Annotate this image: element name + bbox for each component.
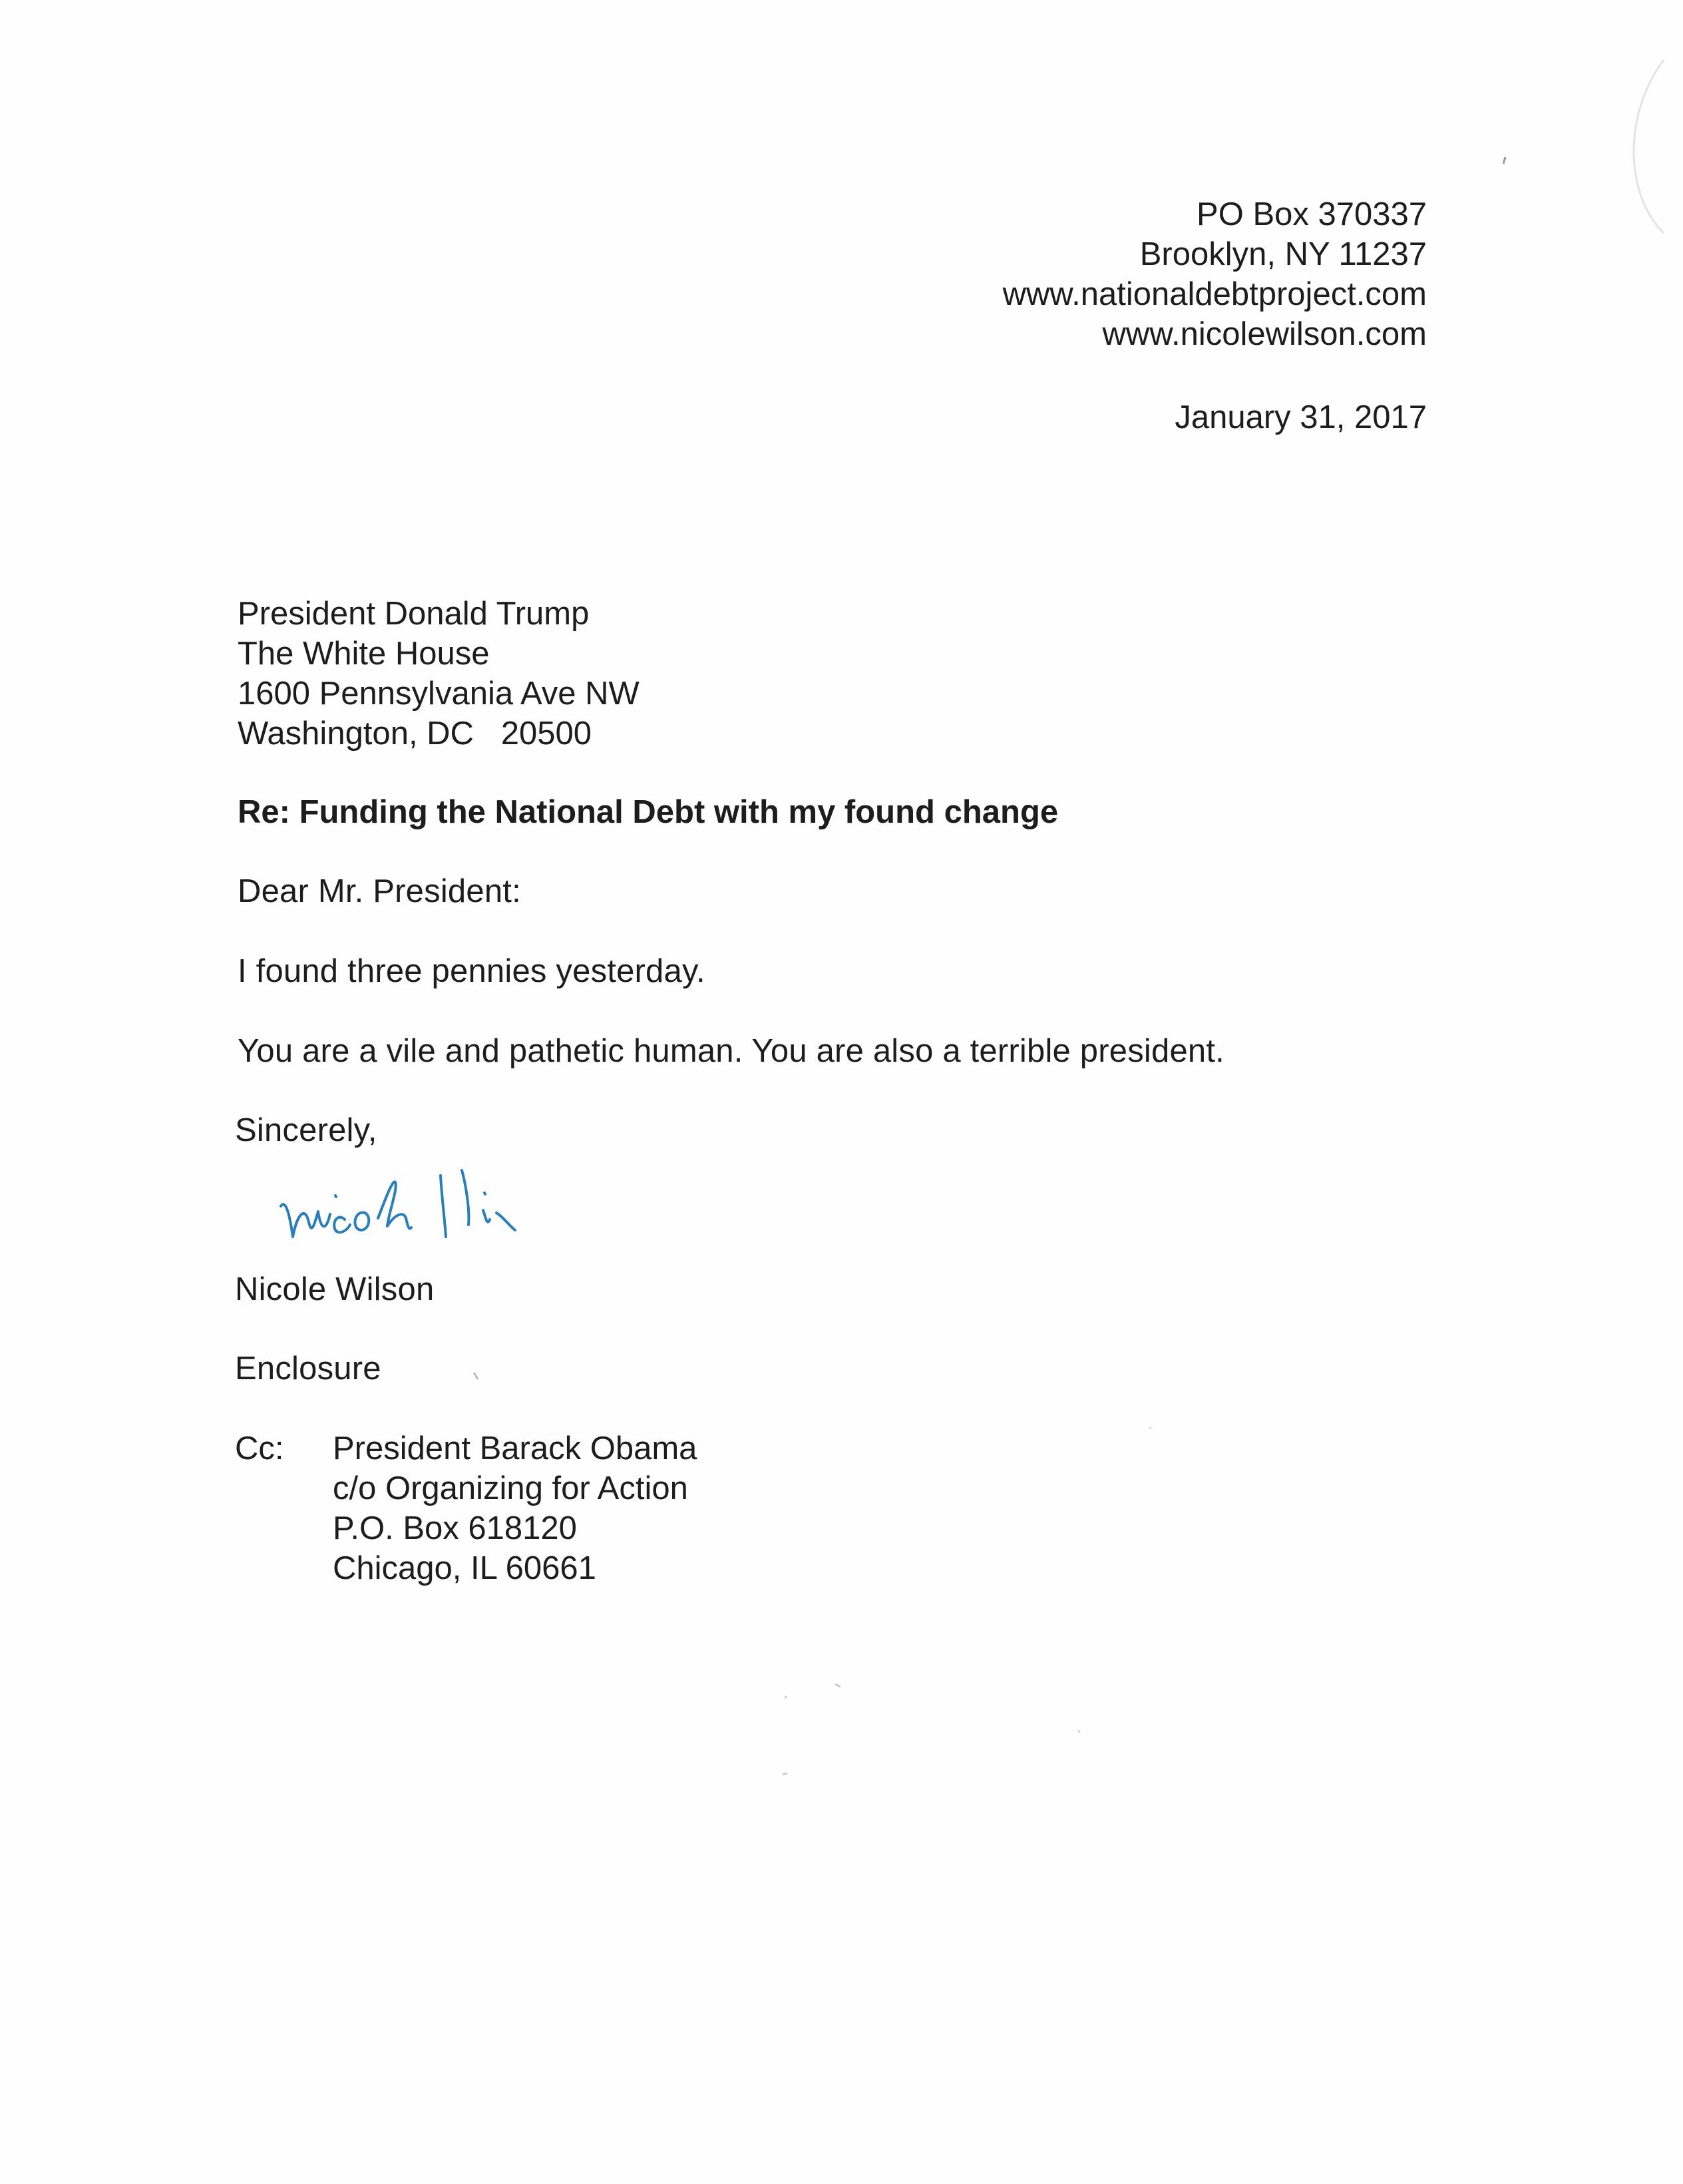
recipient-city-line: Washington, DC 20500 [238, 716, 592, 752]
cc-label: Cc: [235, 1430, 284, 1466]
body-paragraph-2: You are a vile and pathetic human. You are also a terrible president. [238, 1033, 1224, 1069]
sender-city-line: Brooklyn, NY 11237 [1139, 236, 1427, 272]
cc-city-line: Chicago, IL 60661 [333, 1550, 596, 1586]
letter-date: January 31, 2017 [1175, 399, 1427, 435]
sender-address [1003, 194, 1427, 354]
sender-website-2: www.nicolewilson.com [1102, 316, 1427, 352]
handwritten-signature [266, 1152, 646, 1258]
cc-address [333, 1428, 697, 1588]
sender-website-1: www.nationaldebtproject.com [1002, 276, 1427, 312]
recipient-org: The White House [238, 636, 490, 672]
recipient-street: 1600 Pennsylvania Ave NW [238, 676, 640, 712]
enclosure-note: Enclosure [235, 1351, 381, 1387]
subject-line: Re: Funding the National Debt with my found change [238, 794, 1059, 830]
cc-po-box: P.O. Box 618120 [333, 1510, 577, 1546]
recipient-address [238, 594, 640, 754]
sender-po-box: PO Box 370337 [1197, 196, 1427, 232]
cc-name: President Barack Obama [333, 1430, 697, 1466]
cc-care-of: c/o Organizing for Action [333, 1470, 688, 1506]
recipient-name: President Donald Trump [238, 596, 590, 632]
body-paragraph-1: I found three pennies yesterday. [238, 953, 705, 989]
signer-name: Nicole Wilson [235, 1271, 435, 1307]
closing: Sincerely, [235, 1112, 377, 1148]
salutation: Dear Mr. President: [238, 873, 521, 909]
